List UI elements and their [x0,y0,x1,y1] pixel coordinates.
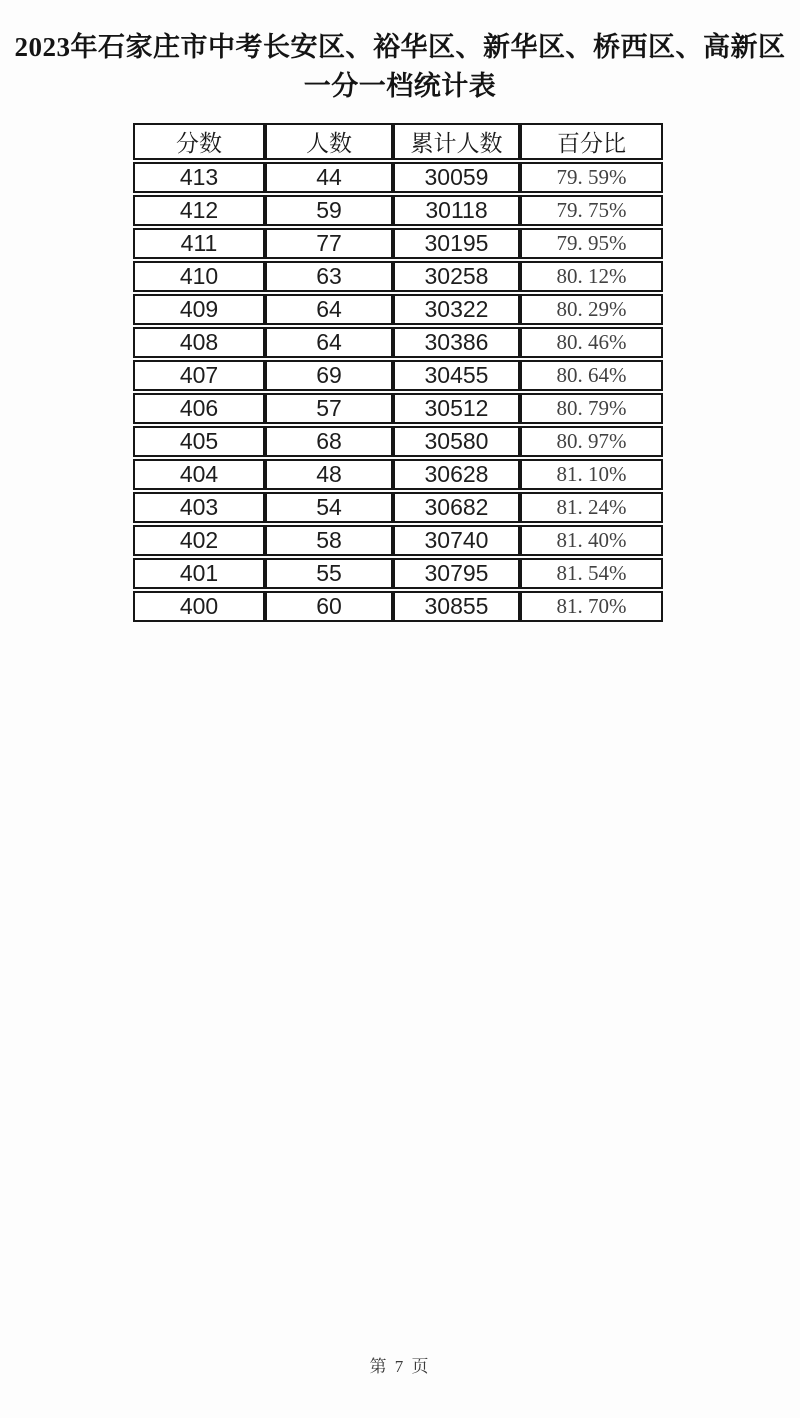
cell-cumulative: 30628 [393,459,520,490]
cell-count: 64 [265,294,393,325]
cell-percentage: 79. 95% [520,228,663,259]
cell-score: 407 [133,360,265,391]
cell-percentage: 81. 54% [520,558,663,589]
table-body [133,162,663,622]
cell-percentage: 80. 64% [520,360,663,391]
cell-count: 68 [265,426,393,457]
column-header-score: 分数 [133,123,265,160]
page-number: 第 7 页 [369,1357,431,1376]
cell-score: 405 [133,426,265,457]
table-row [133,393,663,424]
cell-cumulative: 30855 [393,591,520,622]
cell-score: 401 [133,558,265,589]
cell-cumulative: 30059 [393,162,520,193]
cell-score: 403 [133,492,265,523]
cell-cumulative: 30118 [393,195,520,226]
cell-cumulative: 30386 [393,327,520,358]
table-row [133,327,663,358]
cell-percentage: 80. 12% [520,261,663,292]
table-row [133,591,663,622]
cell-cumulative: 30795 [393,558,520,589]
table-row [133,360,663,391]
cell-count: 48 [265,459,393,490]
cell-percentage: 81. 24% [520,492,663,523]
cell-score: 400 [133,591,265,622]
cell-score: 413 [133,162,265,193]
cell-cumulative: 30682 [393,492,520,523]
cell-cumulative: 30322 [393,294,520,325]
cell-count: 57 [265,393,393,424]
cell-score: 411 [133,228,265,259]
cell-count: 55 [265,558,393,589]
cell-cumulative: 30512 [393,393,520,424]
table-row [133,426,663,457]
table-row [133,228,663,259]
cell-count: 77 [265,228,393,259]
cell-count: 69 [265,360,393,391]
cell-percentage: 81. 10% [520,459,663,490]
column-header-count: 人数 [265,123,393,160]
cell-score: 410 [133,261,265,292]
table-row [133,162,663,193]
cell-count: 59 [265,195,393,226]
cell-count: 58 [265,525,393,556]
column-header-cumulative: 累计人数 [393,123,520,160]
cell-count: 44 [265,162,393,193]
table-row [133,294,663,325]
table-row [133,525,663,556]
cell-percentage: 81. 70% [520,591,663,622]
table-row [133,492,663,523]
cell-score: 406 [133,393,265,424]
cell-score: 412 [133,195,265,226]
column-header-percentage: 百分比 [520,123,663,160]
cell-percentage: 79. 75% [520,195,663,226]
cell-percentage: 81. 40% [520,525,663,556]
cell-cumulative: 30740 [393,525,520,556]
table-row [133,558,663,589]
table-header-row [133,123,663,160]
score-distribution-table [133,121,663,624]
table-row [133,459,663,490]
cell-percentage: 80. 29% [520,294,663,325]
cell-score: 408 [133,327,265,358]
cell-percentage: 80. 97% [520,426,663,457]
cell-score: 404 [133,459,265,490]
page-title [0,28,800,106]
table-row [133,261,663,292]
cell-percentage: 80. 79% [520,393,663,424]
cell-count: 64 [265,327,393,358]
page-title-line2: 一分一档统计表 [303,71,497,101]
cell-cumulative: 30258 [393,261,520,292]
cell-score: 409 [133,294,265,325]
cell-count: 60 [265,591,393,622]
table-row [133,195,663,226]
cell-count: 63 [265,261,393,292]
cell-score: 402 [133,525,265,556]
cell-count: 54 [265,492,393,523]
cell-percentage: 79. 59% [520,162,663,193]
cell-cumulative: 30195 [393,228,520,259]
cell-percentage: 80. 46% [520,327,663,358]
page-title-line1: 2023年石家庄市中考长安区、裕华区、新华区、桥西区、高新区 [14,32,786,62]
cell-cumulative: 30580 [393,426,520,457]
cell-cumulative: 30455 [393,360,520,391]
